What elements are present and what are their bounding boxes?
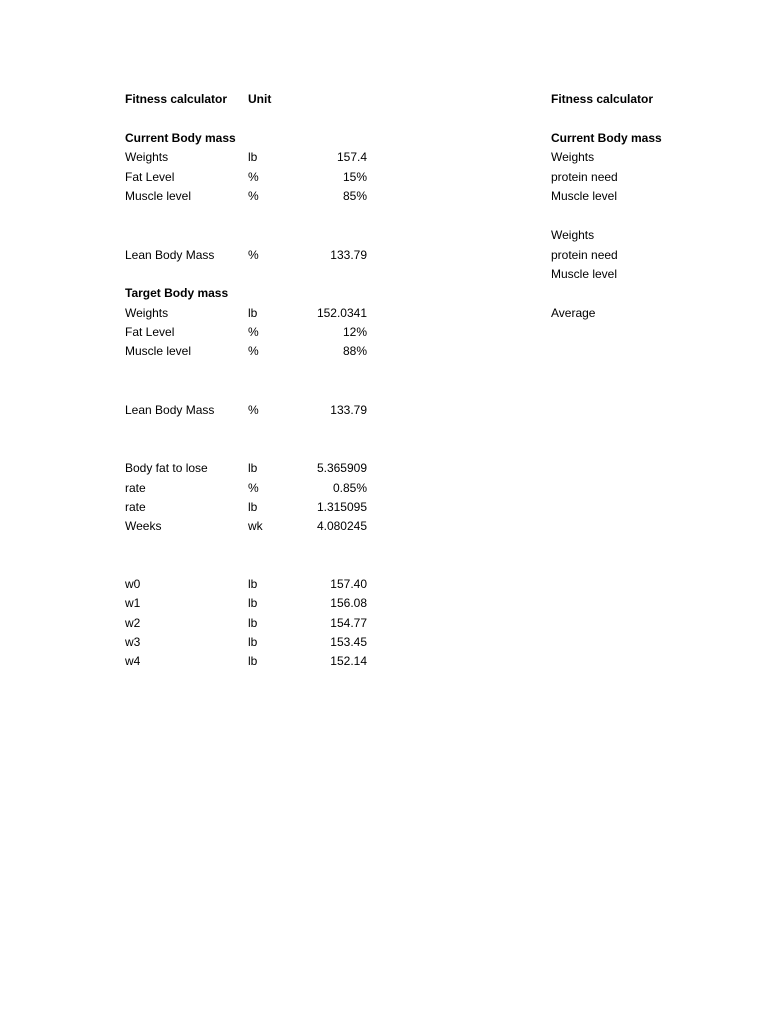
current-weights-value: 157.4 bbox=[336, 150, 367, 164]
target-weights-unit: lb bbox=[248, 306, 258, 320]
target-fat-level-value: 12% bbox=[342, 325, 367, 339]
right-current-body-mass-header: Current Body mass bbox=[551, 131, 662, 145]
target-lean-body-mass-value: 133.79 bbox=[330, 403, 367, 417]
right-group2-weights: Weights bbox=[551, 228, 595, 242]
rate-percent-label: rate bbox=[125, 481, 146, 495]
body-fat-to-lose-label: Body fat to lose bbox=[125, 461, 208, 475]
right-sheet-title: Fitness calculator bbox=[551, 92, 654, 106]
rate-percent-unit: % bbox=[248, 481, 259, 495]
target-lean-body-mass-label: Lean Body Mass bbox=[125, 403, 215, 417]
current-fat-level-label: Fat Level bbox=[125, 170, 175, 184]
week-2-label: w2 bbox=[125, 616, 141, 630]
right-group1-muscle-level: Muscle level bbox=[551, 189, 618, 203]
weeks-unit: wk bbox=[248, 519, 263, 533]
week-0-label: w0 bbox=[125, 577, 141, 591]
weeks-value: 4.080245 bbox=[316, 519, 367, 533]
target-muscle-level-label: Muscle level bbox=[125, 344, 192, 358]
week-2-value: 154.77 bbox=[330, 616, 367, 630]
rate-lb-value: 1.315095 bbox=[316, 500, 367, 514]
target-muscle-level-unit: % bbox=[248, 344, 259, 358]
body-fat-to-lose-value: 5.365909 bbox=[316, 461, 367, 475]
target-fat-level-label: Fat Level bbox=[125, 325, 175, 339]
unit-column-header: Unit bbox=[248, 92, 272, 106]
week-3-label: w3 bbox=[125, 635, 141, 649]
weeks-label: Weeks bbox=[125, 519, 162, 533]
sheet-title: Fitness calculator bbox=[125, 92, 228, 106]
week-4-label: w4 bbox=[125, 654, 141, 668]
right-group2-muscle-level: Muscle level bbox=[551, 267, 618, 281]
right-group1-weights: Weights bbox=[551, 150, 595, 164]
rate-lb-unit: lb bbox=[248, 500, 258, 514]
current-lean-body-mass-label: Lean Body Mass bbox=[125, 248, 215, 262]
rate-percent-value: 0.85% bbox=[332, 481, 367, 495]
target-lean-body-mass-unit: % bbox=[248, 403, 259, 417]
week-2-unit: lb bbox=[248, 616, 258, 630]
current-lean-body-mass-unit: % bbox=[248, 248, 259, 262]
week-0-unit: lb bbox=[248, 577, 258, 591]
week-1-unit: lb bbox=[248, 596, 258, 610]
right-average-label: Average bbox=[551, 306, 596, 320]
week-4-unit: lb bbox=[248, 654, 258, 668]
week-3-value: 153.45 bbox=[330, 635, 367, 649]
rate-lb-label: rate bbox=[125, 500, 146, 514]
current-body-mass-header: Current Body mass bbox=[125, 131, 236, 145]
right-group1-protein-need: protein need bbox=[551, 170, 618, 184]
target-muscle-level-value: 88% bbox=[342, 344, 367, 358]
current-weights-unit: lb bbox=[248, 150, 258, 164]
current-muscle-level-unit: % bbox=[248, 189, 259, 203]
current-muscle-level-value: 85% bbox=[342, 189, 367, 203]
target-weights-value: 152.0341 bbox=[316, 306, 367, 320]
current-weights-label: Weights bbox=[125, 150, 169, 164]
target-fat-level-unit: % bbox=[248, 325, 259, 339]
current-muscle-level-label: Muscle level bbox=[125, 189, 192, 203]
current-lean-body-mass-value: 133.79 bbox=[330, 248, 367, 262]
current-fat-level-unit: % bbox=[248, 170, 259, 184]
week-3-unit: lb bbox=[248, 635, 258, 649]
target-weights-label: Weights bbox=[125, 306, 169, 320]
right-group2-protein-need: protein need bbox=[551, 248, 618, 262]
week-1-value: 156.08 bbox=[330, 596, 367, 610]
week-4-value: 152.14 bbox=[330, 654, 367, 668]
body-fat-to-lose-unit: lb bbox=[248, 461, 258, 475]
week-1-label: w1 bbox=[125, 596, 141, 610]
target-body-mass-header: Target Body mass bbox=[125, 286, 229, 300]
current-fat-level-value: 15% bbox=[342, 170, 367, 184]
week-0-value: 157.40 bbox=[330, 577, 367, 591]
